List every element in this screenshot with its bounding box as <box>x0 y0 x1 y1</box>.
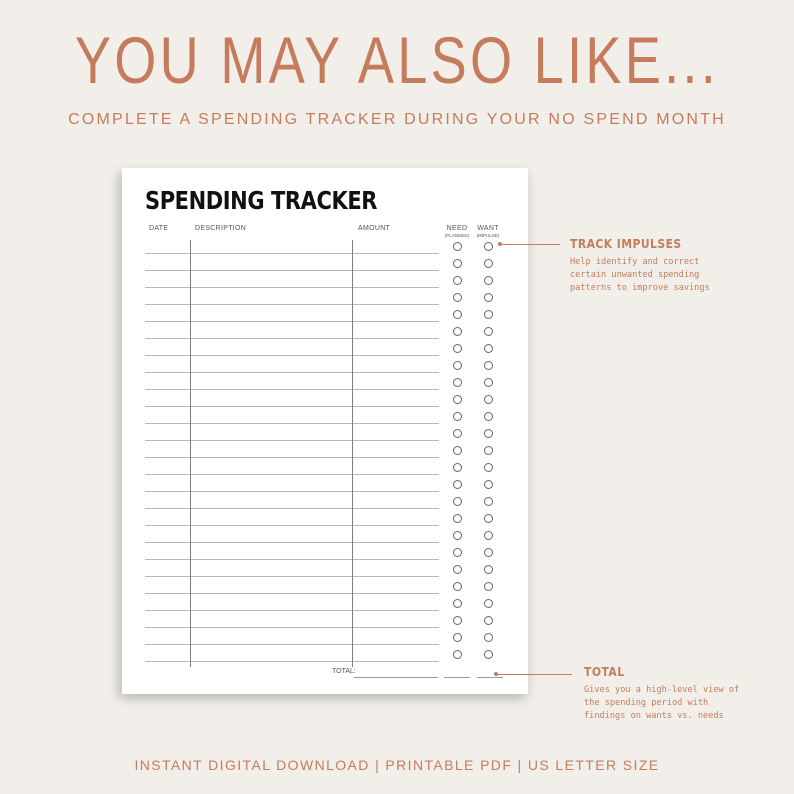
want-checkbox[interactable] <box>484 395 493 404</box>
subheadline: COMPLETE A SPENDING TRACKER DURING YOUR NO SPEND MONTH <box>68 111 726 128</box>
want-checkbox[interactable] <box>484 565 493 574</box>
want-checkbox[interactable] <box>484 463 493 472</box>
want-checkbox[interactable] <box>484 582 493 591</box>
need-checkbox[interactable] <box>453 599 462 608</box>
want-checkbox[interactable] <box>484 633 493 642</box>
want-checkbox[interactable] <box>484 446 493 455</box>
need-checkbox[interactable] <box>453 276 462 285</box>
need-checkbox[interactable] <box>453 259 462 268</box>
column-header-need-sub: (PLANNED) <box>444 233 470 238</box>
want-checkbox[interactable] <box>484 531 493 540</box>
total-callout-connector <box>498 674 572 675</box>
need-checkbox[interactable] <box>453 616 462 625</box>
want-checkbox[interactable] <box>484 293 493 302</box>
want-checkbox[interactable] <box>484 412 493 421</box>
want-checkbox[interactable] <box>484 327 493 336</box>
need-checkbox[interactable] <box>453 497 462 506</box>
want-checkbox[interactable] <box>484 276 493 285</box>
want-checkbox[interactable] <box>484 259 493 268</box>
total-callout-title: TOTAL <box>584 665 625 679</box>
column-header-date: DATE <box>149 225 169 232</box>
total-callout-text: Gives you a high-level view of the spending period with findings on wants vs. needs <box>584 685 740 721</box>
total-need-line[interactable] <box>444 677 470 678</box>
need-checkbox[interactable] <box>453 650 462 659</box>
column-header-want <box>473 225 503 238</box>
need-checkbox[interactable] <box>453 344 462 353</box>
need-checkbox[interactable] <box>453 463 462 472</box>
need-checkbox[interactable] <box>453 242 462 251</box>
need-checkbox[interactable] <box>453 293 462 302</box>
want-checkbox[interactable] <box>484 599 493 608</box>
need-checkbox[interactable] <box>453 378 462 387</box>
need-checkbox[interactable] <box>453 327 462 336</box>
want-checkbox[interactable] <box>484 429 493 438</box>
column-header-want-label: WANT <box>477 225 499 232</box>
need-checkbox[interactable] <box>453 531 462 540</box>
impulses-callout-connector <box>502 244 560 245</box>
sheet-title: SPENDING TRACKER <box>145 186 378 215</box>
column-header-need-label: NEED <box>446 225 468 232</box>
want-checkbox[interactable] <box>484 650 493 659</box>
headline: YOU MAY ALSO LIKE... <box>74 23 720 97</box>
need-checkbox[interactable] <box>453 565 462 574</box>
need-checkbox[interactable] <box>453 412 462 421</box>
want-checkbox[interactable] <box>484 344 493 353</box>
column-header-want-sub: (IMPULSE) <box>476 233 500 238</box>
total-label: TOTAL: <box>332 668 356 675</box>
need-checkbox[interactable] <box>453 446 462 455</box>
total-callout <box>584 665 739 723</box>
need-checkbox[interactable] <box>453 514 462 523</box>
want-checkbox[interactable] <box>484 548 493 557</box>
want-checkbox[interactable] <box>484 310 493 319</box>
want-checkbox[interactable] <box>484 242 493 251</box>
date-column-divider <box>190 240 191 667</box>
need-checkbox[interactable] <box>453 361 462 370</box>
need-checkbox[interactable] <box>453 633 462 642</box>
impulses-callout-title: TRACK IMPULSES <box>570 237 682 251</box>
want-checkbox[interactable] <box>484 616 493 625</box>
want-checkbox[interactable] <box>484 361 493 370</box>
spending-tracker-sheet <box>122 168 528 694</box>
want-checkbox[interactable] <box>484 514 493 523</box>
impulses-callout-text: Help identify and correct certain unwanted spending patterns to improve savings <box>570 257 710 293</box>
want-checkbox[interactable] <box>484 480 493 489</box>
need-checkbox[interactable] <box>453 310 462 319</box>
want-checkbox[interactable] <box>484 378 493 387</box>
need-checkbox[interactable] <box>453 548 462 557</box>
need-checkbox[interactable] <box>453 582 462 591</box>
want-checkbox[interactable] <box>484 497 493 506</box>
need-checkbox[interactable] <box>453 480 462 489</box>
footer: INSTANT DIGITAL DOWNLOAD | PRINTABLE PDF | US LETTER SIZE <box>134 757 660 773</box>
impulses-callout <box>570 237 710 295</box>
total-amount-line[interactable] <box>354 677 438 678</box>
need-checkbox[interactable] <box>453 395 462 404</box>
tracker-rows <box>145 240 439 667</box>
column-header-amount: AMOUNT <box>358 225 391 232</box>
amount-column-divider <box>352 240 353 667</box>
column-header-need <box>442 225 472 238</box>
column-header-description: DESCRIPTION <box>195 225 247 232</box>
total-want-line[interactable] <box>477 677 503 678</box>
need-checkbox[interactable] <box>453 429 462 438</box>
